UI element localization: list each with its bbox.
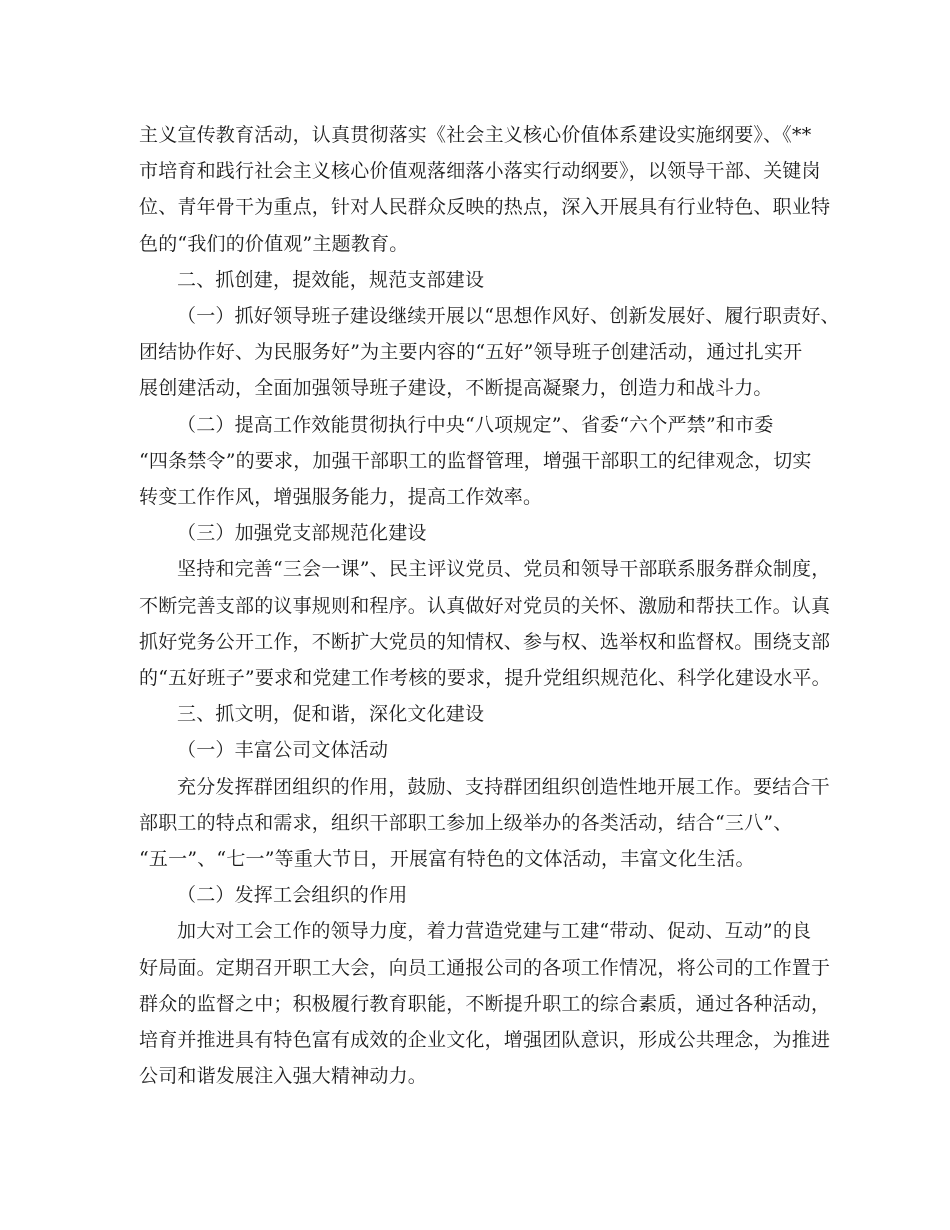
text-line: 展创建活动，全面加强领导班子建设，不断提高凝聚力，创造力和战斗力。 <box>139 377 773 400</box>
text-line: 主义宣传教育活动，认真贯彻落实《社会主义核心价值体系建设实施纲要》、《** <box>139 124 812 146</box>
text-line: 位、青年骨干为重点，针对人民群众反映的热点，深入开展具有行业特色、职业特 <box>139 196 831 219</box>
paragraph-cultural-activities <box>139 769 830 878</box>
heading-line: （二）发挥工会组织的作用 <box>177 884 408 907</box>
heading-line: 二、抓创建，提效能，规范支部建设 <box>177 268 485 291</box>
text-line: 坚持和完善“三会一课”、民主评议党员、党员和领导干部联系服务群众制度， <box>177 558 831 581</box>
heading-line: （一）丰富公司文体活动 <box>177 739 389 762</box>
text-line: 培育并推进具有特色富有成效的企业文化，增强团队意识，形成公共理念，为推进 <box>139 1029 831 1052</box>
section-heading-2 <box>139 262 819 298</box>
paragraph-core-values-education <box>139 117 831 262</box>
text-line: 充分发挥群团组织的作用，鼓励、支持群团组织创造性地开展工作。要结合干 <box>177 775 830 798</box>
paragraph-party-branch <box>139 551 831 696</box>
text-line: 部职工的特点和需求，组织干部职工参加上级举办的各类活动，结合“三八”、 <box>139 811 793 834</box>
text-line: 色的“我们的价值观”主题教育。 <box>139 232 409 255</box>
text-line: （一）抓好领导班子建设继续开展以“思想作风好、创新发展好、履行职责好、 <box>177 305 840 328</box>
text-line: 加大对工会工作的领导力度，着力营造党建与工建“带动、促动、互动”的良 <box>177 920 812 943</box>
text-line: 市培育和践行社会主义核心价值观落细落小落实行动纲要》，以领导干部、关键岗 <box>139 160 821 183</box>
text-line: （二）提高工作效能贯彻执行中央“八项规定”、省委“六个严禁”和市委 <box>177 413 774 436</box>
text-line: 不断完善支部的议事规则和程序。认真做好对党员的关怀、激励和帮扶工作。认真 <box>139 594 831 617</box>
heading-line: （三）加强党支部规范化建设 <box>177 522 427 545</box>
text-line: 转变工作作风，增强服务能力，提高工作效率。 <box>139 486 543 509</box>
paragraph-trade-union <box>139 913 831 1094</box>
paragraph-leadership-team <box>139 298 840 407</box>
subheading-party-branch <box>139 515 819 551</box>
text-line: 好局面。定期召开职工大会，向员工通报公司的各项工作情况，将公司的工作置于 <box>139 956 831 979</box>
text-line: 团结协作好、为民服务好”为主要内容的“五好”领导班子创建活动，通过扎实开 <box>139 341 803 364</box>
document-body <box>139 117 840 1094</box>
text-line: 群众的监督之中；积极履行教育职能，不断提升职工的综合素质，通过各种活动， <box>139 992 831 1015</box>
heading-line: 三、抓文明，促和谐，深化文化建设 <box>177 703 485 726</box>
text-line: 抓好党务公开工作，不断扩大党员的知情权、参与权、选举权和监督权。围绕支部 <box>139 630 831 653</box>
text-line: 的“五好班子”要求和党建工作考核的要求，提升党组织规范化、科学化建设水平。 <box>139 667 831 690</box>
text-line: “四条禁令”的要求，加强干部职工的监督管理，增强干部职工的纪律观念，切实 <box>139 449 812 472</box>
subheading-cultural-activities <box>139 732 819 768</box>
subheading-trade-union <box>139 877 819 913</box>
text-line: 公司和谐发展注入强大精神动力。 <box>139 1065 428 1088</box>
section-heading-3 <box>139 696 819 732</box>
text-line: “五一”、“七一”等重大节日，开展富有特色的文体活动，丰富文化生活。 <box>139 848 755 871</box>
paragraph-work-efficiency <box>139 407 819 516</box>
